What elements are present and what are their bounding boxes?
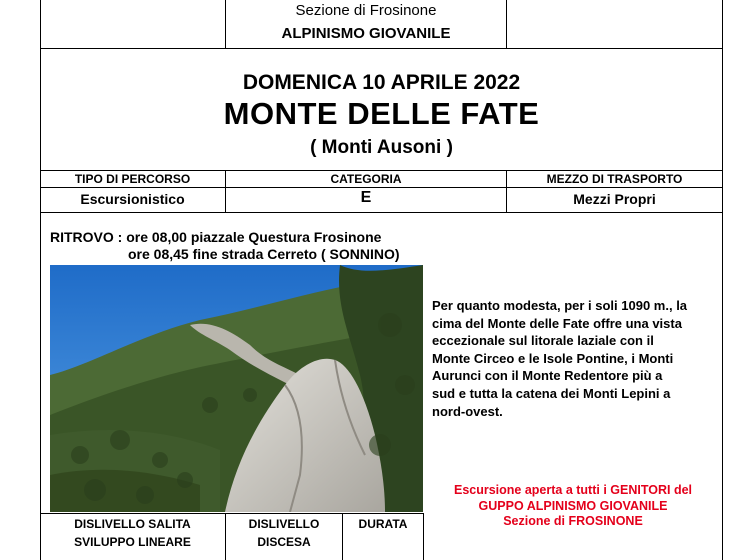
header-right-divider [506, 0, 507, 48]
event-title: MONTE DELLE FATE [223, 96, 540, 131]
description-line: eccezionale sul litorale laziale con il [432, 333, 654, 349]
stats-top-line [40, 513, 424, 514]
notice [428, 483, 718, 530]
route-type-header: TIPO DI PERCORSO [74, 172, 191, 186]
description-line: Per quanto modesta, per i soli 1090 m., la [432, 298, 688, 313]
title-bottom-line [40, 170, 723, 171]
ascent-label: DISLIVELLO SALITA [74, 517, 191, 531]
category-value: E [360, 189, 372, 206]
mountain-photo [50, 265, 423, 512]
event-date: DOMENICA 10 APRILE 2022 [242, 71, 521, 94]
descent-label-2: DISCESA [257, 535, 311, 549]
notice-line-2: GUPPO ALPINISMO GIOVANILE [478, 498, 668, 513]
descent-label: DISLIVELLO [248, 517, 320, 531]
route-type-value: Escursionistico [80, 191, 185, 207]
event-subtitle: ( Monti Ausoni ) [310, 137, 453, 158]
transport-value: Mezzi Propri [573, 191, 656, 207]
group-name: ALPINISMO GIOVANILE [281, 25, 451, 42]
header-bottom-line [40, 48, 723, 49]
meeting-time-1: : ore 08,00 piazzale Questura Frosinone [117, 229, 382, 245]
description-line: nord-ovest. [432, 403, 503, 419]
mountain-photo-image [50, 265, 423, 512]
table-mid-line [40, 187, 723, 188]
notice-line-3: Sezione di FROSINONE [503, 514, 643, 528]
notice-line-1: Escursione aperta a tutti i GENITORI del [453, 483, 693, 497]
description [432, 297, 720, 420]
duration-label: DURATA [358, 517, 408, 531]
description-line: sud e tutta la catena dei Monti Lepini a [432, 385, 671, 401]
meeting-time-2: ore 08,45 fine strada Cerreto ( SONNINO) [128, 246, 400, 262]
description-line: cima del Monte delle Fate offre una vista [432, 315, 682, 331]
stats-col-divider-3 [423, 513, 424, 560]
length-label: SVILUPPO LINEARE [74, 535, 191, 549]
description-line: Aurunci con il Monte Redentore più a [432, 368, 663, 384]
meeting-label: RITROVO [50, 229, 114, 245]
category-header: CATEGORIA [330, 172, 402, 186]
description-line: Monte Circeo e le Isole Pontine, i Monti [432, 350, 674, 366]
table-bottom-line [40, 212, 723, 213]
section-name: Sezione di Frosinone [295, 2, 437, 19]
meeting-line-1 [50, 229, 381, 245]
transport-header: MEZZO DI TRASPORTO [546, 172, 683, 186]
